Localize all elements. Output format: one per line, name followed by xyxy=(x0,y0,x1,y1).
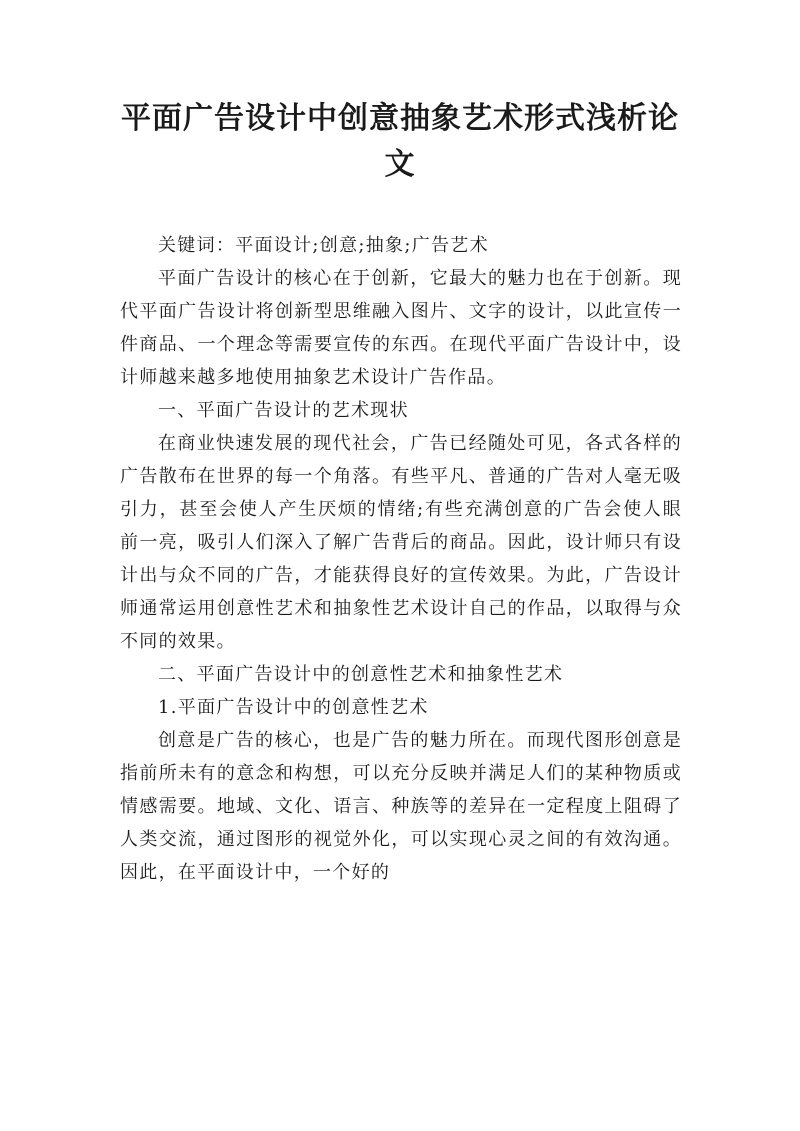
paragraph-subsection-1: 创意是广告的核心，也是广告的魅力所在。而现代图形创意是指前所未有的意念和构想，可以充分反映并满足人们的某种物质或情感需要。地域、文化、语言、种族等的差异在一定程度上阻碍了人类交流，通过图形的视觉外化，可以实现心灵之间的有效沟通。因此，在平面设计中，一个好的 xyxy=(120,730,682,883)
paragraph-intro: 平面广告设计的核心在于创新，它最大的魅力也在于创新。现代平面广告设计将创新型思维融入图片、文字的设计，以此宣传一件商品、一个理念等需要宣传的东西。在现代平面广告设计中，设计师越来越多地使用抽象艺术设计广告作品。 xyxy=(120,268,682,388)
keywords-line: 关键词：平面设计;创意;抽象;广告艺术 xyxy=(158,235,489,256)
section-heading-2: 二、平面广告设计中的创意性艺术和抽象性艺术 xyxy=(158,664,564,685)
document-title: 平面广告设计中创意抽象艺术形式浅析论文 xyxy=(121,101,679,182)
document-body xyxy=(120,229,682,889)
section-heading-1: 一、平面广告设计的艺术现状 xyxy=(158,400,409,421)
paragraph-section-1: 在商业快速发展的现代社会，广告已经随处可见，各式各样的广告散布在世界的每一个角落。有些平凡、普通的广告对人毫无吸引力，甚至会使人产生厌烦的情绪;有些充满创意的广告会使人眼前一亮，吸引人们深入了解广告背后的商品。因此，设计师只有设计出与众不同的广告，才能获得良好的宣传效果。为此，广告设计师通常运用创意性艺术和抽象性艺术设计自己的作品，以取得与众不同的效果。 xyxy=(120,433,682,652)
subsection-heading-1: 1.平面广告设计中的创意性艺术 xyxy=(158,697,429,718)
